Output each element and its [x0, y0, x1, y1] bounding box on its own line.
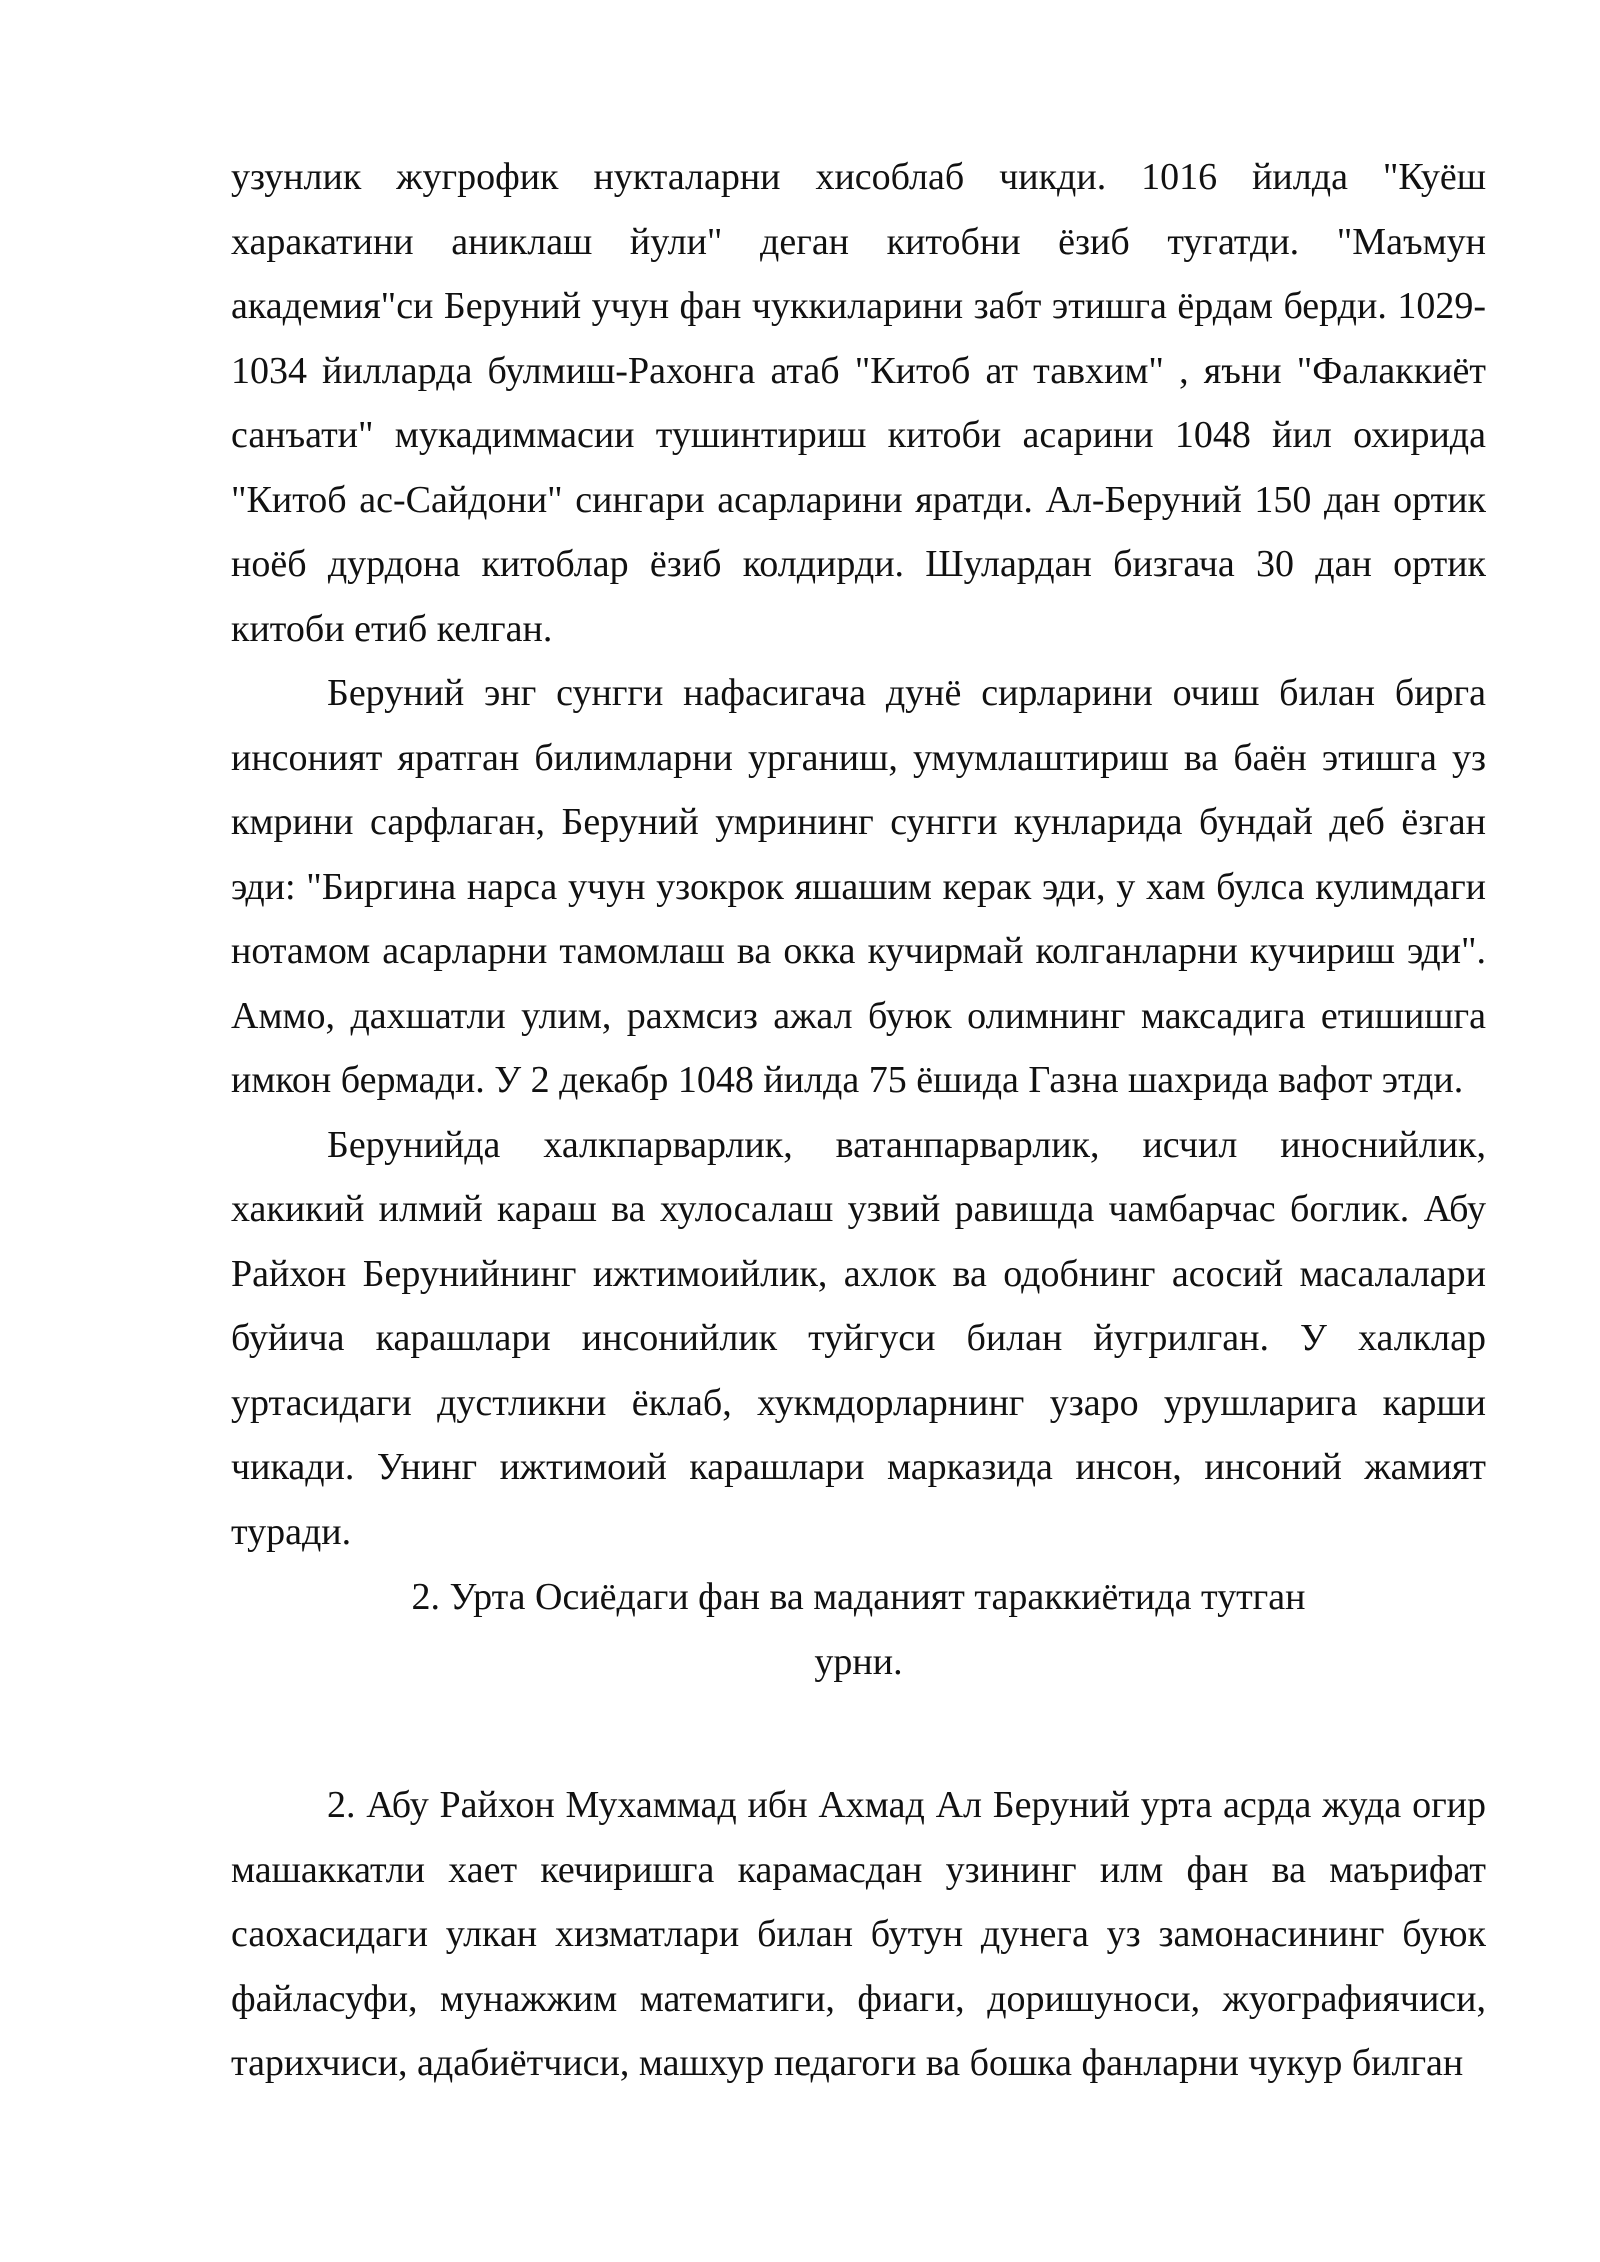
paragraph-1: узунлик жугрофик нукталарни хисоблаб чикди. 1016 йилда "Куёш харакатини аниклаш йули" деган китобни ёзиб тугатди. "Маъмун академия"си Беруний учун фан чуккиларини забт этишга ёрдам берди. 1029-1034 йилларда булмиш-Рахонга атаб "Китоб ат тавхим" , яъни "Фалаккиёт санъати" мукадиммасии тушинтириш китоби асарини 1048 йил охирида "Китоб ас-Сайдони" сингари асарларини яратди. Ал-Беруний 150 дан ортик ноёб дурдона китоблар ёзиб колдирди. Шулардан бизгача 30 дан ортик китоби етиб келган.: [231, 156, 1486, 650]
paragraph-4: 2. Абу Райхон Мухаммад ибн Ахмад Ал Беруний урта асрда жуда огир машаккатли хает кечиришга карамасдан узининг илм фан ва маърифат саохасидаги улкан хизматлари билан бутун дунега уз замонасининг буюк файласуфи, мунажжим математиги, фиаги, доришуноси, жуографиячиси, тарихчиси, адабиётчиси, машхур педагоги ва бошка фанларни чукур билган: [231, 1784, 1486, 2084]
body-text-top: [231, 145, 1486, 1564]
paragraph-2: Беруний энг сунгги нафасигача дунё сирларини очиш билан бирга инсоният яратган билимларни урганиш, умумлаштириш ва баён этишга уз кмрини сарфлаган, Беруний умрининг сунгги кунларида бундай деб ёзган эди: "Биргина нарса учун узокрок яшашим керак эди, у хам булса кулимдаги нотамом асарларни тамомлаш ва окка кучирмай колганларни кучириш эди". Аммо, дахшатли улим, рахмсиз ажал буюк олимнинг максадига етишишга имкон бермади. У 2 декабр 1048 йилда 75 ёшида Газна шахрида вафот этди.: [231, 672, 1486, 1101]
body-text-bottom: [231, 1773, 1486, 2096]
section-heading-line-1: 2. Урта Осиёдаги фан ва маданият тараккиётида тутган: [411, 1576, 1306, 1618]
section-heading: [231, 1565, 1486, 1694]
paragraph-3: Берунийда халкпарварлик, ватанпарварлик, исчил иноснийлик, хакикий илмий караш ва хулосалаш узвий равишда чамбарчас боглик. Абу Райхон Берунийнинг ижтимоийлик, ахлок ва одобнинг асосий масалалари буйича карашлари инсонийлик туйгуси билан йугрилган. У халклар уртасидаги дустликни ёклаб, хукмдорларнинг узаро урушларига карши чикади. Унинг ижтимоий карашлари марказида инсон, инсоний жамият туради.: [231, 1123, 1486, 1553]
section-heading-line-2: урни.: [814, 1640, 903, 1683]
